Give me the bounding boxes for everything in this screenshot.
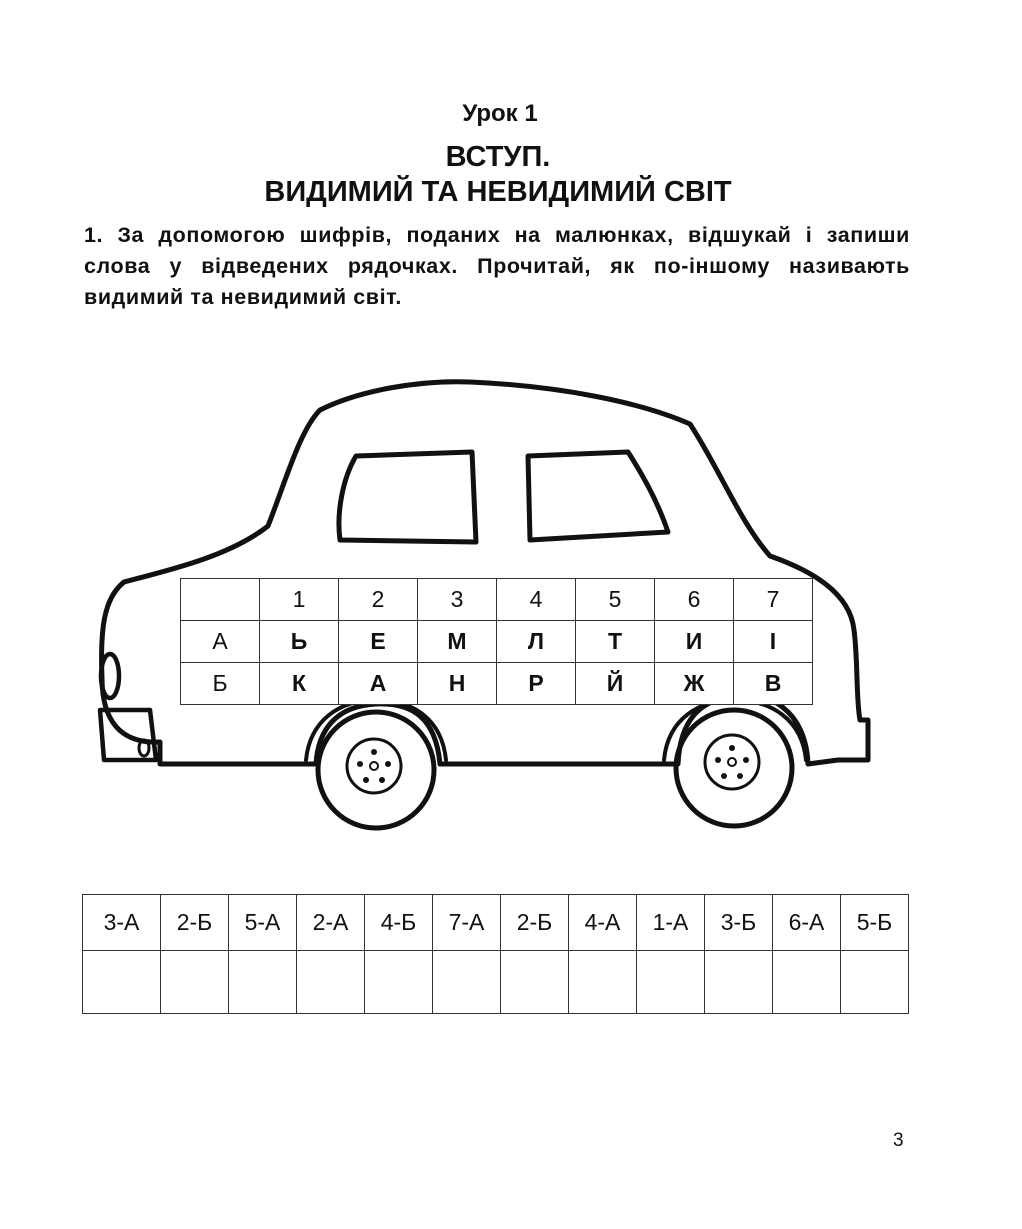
cipher-row-label: А bbox=[181, 621, 260, 663]
front-wheel bbox=[676, 710, 792, 826]
cipher-letter: Р bbox=[497, 663, 576, 705]
answer-code-cell: 5-Б bbox=[841, 895, 909, 951]
title-line-2: ВИДИМИЙ ТА НЕВИДИМИЙ СВІТ bbox=[264, 176, 732, 208]
page-number: 3 bbox=[893, 1130, 904, 1151]
title-line-1: ВСТУП. bbox=[445, 141, 551, 173]
answer-code-cell: 2-А bbox=[297, 895, 365, 951]
answer-blank-cell[interactable] bbox=[229, 951, 297, 1014]
cipher-column-header: 7 bbox=[734, 579, 813, 621]
cipher-corner-cell bbox=[181, 579, 260, 621]
answer-blank-cell[interactable] bbox=[501, 951, 569, 1014]
answer-blank-cell[interactable] bbox=[569, 951, 637, 1014]
lesson-heading: Урок 1 bbox=[462, 100, 538, 127]
cipher-column-header: 6 bbox=[655, 579, 734, 621]
answer-blank-cell[interactable] bbox=[433, 951, 501, 1014]
answer-blank-cell[interactable] bbox=[705, 951, 773, 1014]
cipher-letter: В bbox=[734, 663, 813, 705]
cipher-letter: Н bbox=[418, 663, 497, 705]
cipher-table bbox=[180, 578, 813, 705]
cipher-column-header: 4 bbox=[497, 579, 576, 621]
page-title bbox=[0, 140, 996, 210]
front-window bbox=[528, 452, 668, 540]
cipher-letter: А bbox=[339, 663, 418, 705]
cipher-letter: М bbox=[418, 621, 497, 663]
answer-blank-cell[interactable] bbox=[841, 951, 909, 1014]
cipher-row-b bbox=[181, 663, 813, 705]
cipher-column-header: 5 bbox=[576, 579, 655, 621]
cipher-letter: К bbox=[260, 663, 339, 705]
cipher-letter: Е bbox=[339, 621, 418, 663]
cipher-letter: Ж bbox=[655, 663, 734, 705]
cipher-header-row bbox=[181, 579, 813, 621]
answer-code-cell: 6-А bbox=[773, 895, 841, 951]
rear-hub-dots bbox=[357, 749, 391, 783]
answer-code-cell: 4-Б bbox=[365, 895, 433, 951]
answer-blank-row bbox=[83, 951, 909, 1014]
cipher-letter: І bbox=[734, 621, 813, 663]
cipher-row-label: Б bbox=[181, 663, 260, 705]
answer-table bbox=[82, 894, 909, 1014]
answer-code-cell: 3-А bbox=[83, 895, 161, 951]
answer-code-cell: 5-А bbox=[229, 895, 297, 951]
cipher-letter: Л bbox=[497, 621, 576, 663]
answer-code-cell: 2-Б bbox=[501, 895, 569, 951]
cipher-row-a bbox=[181, 621, 813, 663]
task-text: 1. За допомогою шифрів, поданих на малюнках, відшукай і запиши слова у відведених рядочках. Прочитай, як по-іншому називають видимий та невидимий світ. bbox=[84, 223, 910, 309]
cipher-letter: Й bbox=[576, 663, 655, 705]
answer-code-cell: 4-А bbox=[569, 895, 637, 951]
answer-code-cell: 1-А bbox=[637, 895, 705, 951]
cipher-letter: Т bbox=[576, 621, 655, 663]
cipher-letter: Ь bbox=[260, 621, 339, 663]
front-hub bbox=[705, 735, 759, 789]
cipher-column-header: 2 bbox=[339, 579, 418, 621]
rear-hub bbox=[347, 739, 401, 793]
answer-blank-cell[interactable] bbox=[365, 951, 433, 1014]
cipher-column-header: 3 bbox=[418, 579, 497, 621]
answer-blank-cell[interactable] bbox=[83, 951, 161, 1014]
cipher-letter: И bbox=[655, 621, 734, 663]
front-hub-dots bbox=[715, 745, 749, 779]
answer-blank-cell[interactable] bbox=[637, 951, 705, 1014]
answer-code-cell: 2-Б bbox=[161, 895, 229, 951]
answer-code-cell: 7-А bbox=[433, 895, 501, 951]
rear-window bbox=[339, 452, 476, 542]
answer-blank-cell[interactable] bbox=[297, 951, 365, 1014]
answer-codes-row bbox=[83, 895, 909, 951]
cipher-column-header: 1 bbox=[260, 579, 339, 621]
answer-code-cell: 3-Б bbox=[705, 895, 773, 951]
answer-blank-cell[interactable] bbox=[161, 951, 229, 1014]
answer-blank-cell[interactable] bbox=[773, 951, 841, 1014]
car-body-outline bbox=[102, 382, 868, 764]
